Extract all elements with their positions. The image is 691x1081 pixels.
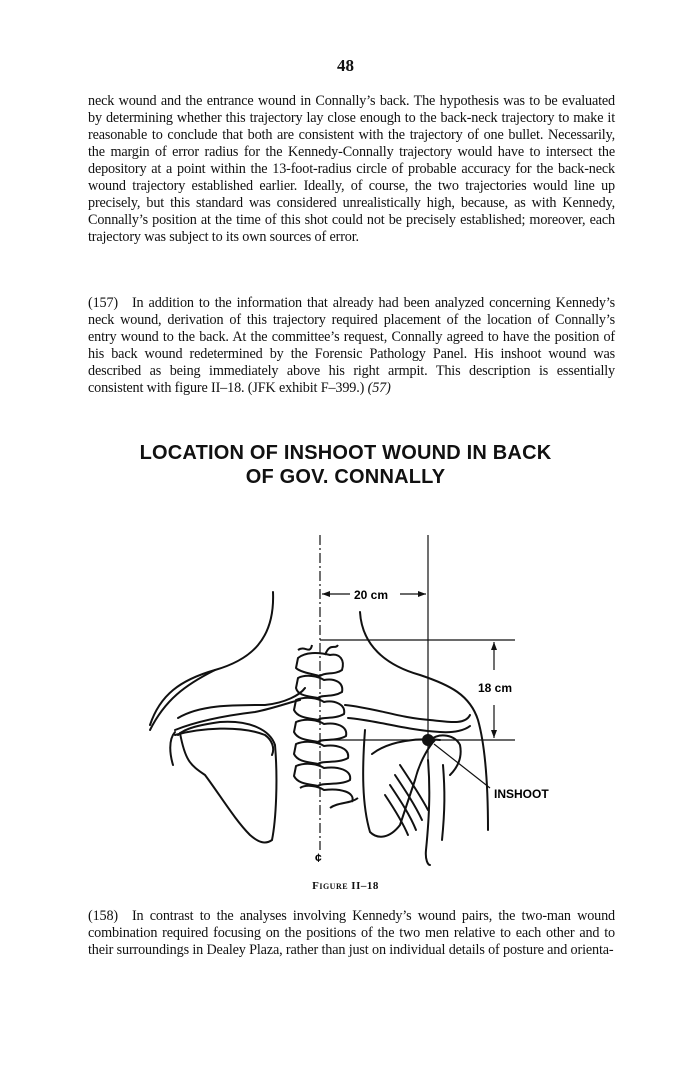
arrowhead-up [491, 642, 497, 650]
figure-title [0, 441, 691, 489]
paragraph-continued [88, 93, 615, 246]
paragraph-158 [88, 908, 615, 959]
paragraph-157 [88, 295, 615, 397]
neck-right-outline [360, 612, 488, 830]
axilla-line [426, 760, 430, 865]
figure-caption: Figure II–18 [312, 880, 379, 892]
figure-title-line-1: LOCATION OF INSHOOT WOUND IN BACK [139, 442, 552, 464]
paragraph-text: In contrast to the analyses involving Kennedy’s wound pairs, the two-man wound combination required focusing on the positions of the two men relative to each other and to their surroundings in Dealey Plaza, rather than just on individual details of posture and orienta- [88, 908, 615, 958]
inshoot-wound-marker [422, 734, 434, 746]
paragraph-text: In addition to the information that already had been analyzed concerning Kennedy’s neck wound, derivation of this trajectory required placement of the location of Connally’s entry wound to the back. At the committee’s request, Connally agreed to have the position of his back wound redetermined by the Forensic Pathology Panel. His inshoot wound was described as being immediately above his right armpit. This description is essentially consistent with figure II–18. (JFK exhibit F–399.) [88, 295, 615, 396]
paragraph-text: neck wound and the entrance wound in Connally’s back. The hypothesis was to be evaluated by determining whether this trajectory lay close enough to the back-neck trajectory to make it reasonable to conclude that both are consistent with the trajectory of one bullet. Necessarily, the margin of error radius for the Kennedy-Connally trajectory would have to intersect the depository at a point within the 13-foot-radius circle of probable accuracy for the back-neck wound trajectory established earlier. Ideally, of course, the two trajectories would line up precisely, but this standard was considered unrealistically high, because, as with Kennedy, Connally’s position at the time of this shot could not be precisely established; moreover, each trajectory was subject to its own sources of error. [88, 93, 615, 245]
paragraph-number: (157) [88, 295, 118, 311]
arrowhead-right [418, 591, 426, 597]
footnote-reference: (57) [367, 380, 391, 396]
arrowhead-down [491, 730, 497, 738]
page-number: 48 [337, 56, 354, 75]
back-anatomy-diagram [0, 520, 691, 880]
horizontal-measure-label: 20 cm [354, 588, 389, 602]
inshoot-label: INSHOOT [494, 787, 549, 801]
left-acromion [170, 732, 175, 765]
paragraph-number: (158) [88, 908, 118, 924]
vertical-measure-label: 18 cm [478, 681, 513, 695]
right-scapula [363, 730, 435, 837]
right-clavicle-lower [348, 718, 470, 732]
figure-title-line-2: OF GOV. CONNALLY [245, 466, 446, 488]
centerline-symbol: ¢ [315, 851, 322, 865]
right-arm-line [442, 765, 444, 840]
left-scapula-spine [175, 729, 273, 755]
left-scapula [178, 722, 276, 843]
arrowhead-left [322, 591, 330, 597]
spine [294, 645, 358, 808]
